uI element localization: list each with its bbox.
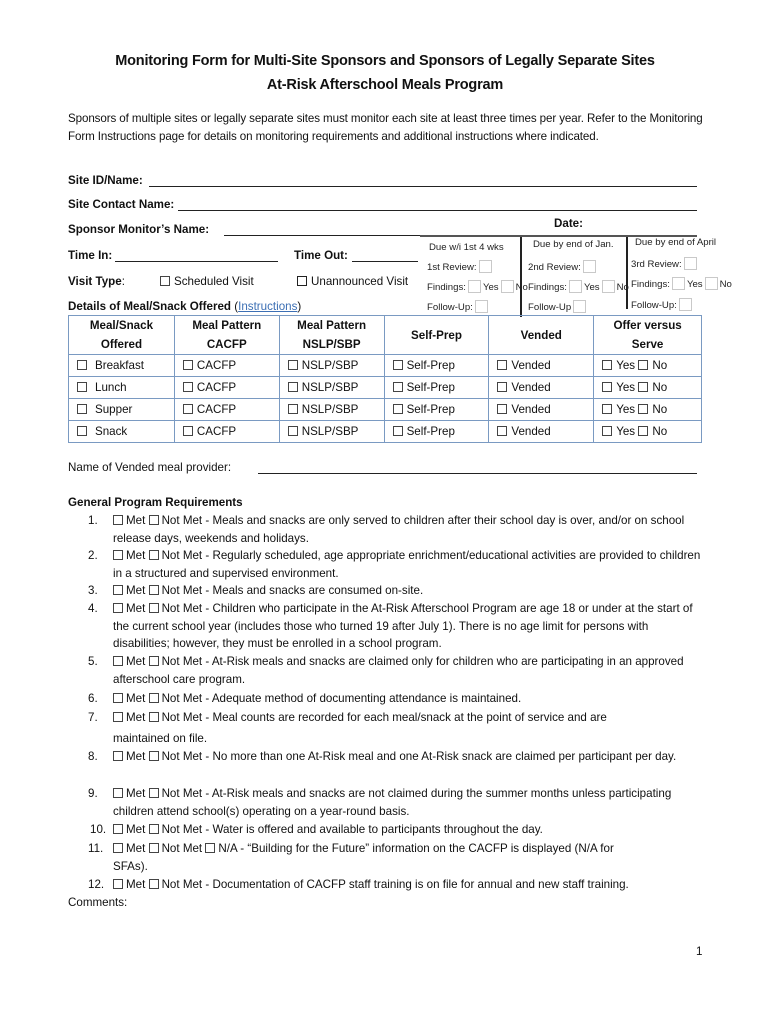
met-checkbox[interactable] bbox=[113, 603, 123, 613]
checkbox-icon bbox=[77, 426, 87, 436]
requirement-item: 8. Met Not Met - No more than one At-Risk meal and one At-Risk snack are claimed per participant per day. bbox=[88, 750, 677, 763]
checkbox-icon bbox=[77, 360, 87, 370]
requirement-item: 4. Met Not Met - Children who participate in the At-Risk Afterschool Program are age 18 or under at the start of the current school year (includes those who turned 19 after July 1). There is no age limit for persons with disabilities; however, they must be enrolled in a school program. bbox=[88, 602, 693, 650]
col-header-meal: Meal/Snack Offered bbox=[69, 316, 175, 355]
cacfp-option[interactable]: CACFP bbox=[174, 355, 279, 377]
review3-no-checkbox[interactable] bbox=[705, 277, 718, 290]
meal-details-table bbox=[68, 315, 702, 443]
checkbox-icon bbox=[638, 382, 648, 392]
vended-option[interactable]: Vended bbox=[489, 399, 594, 421]
site-contact-label: Site Contact Name: bbox=[68, 198, 175, 211]
page-number: 1 bbox=[696, 945, 703, 958]
site-id-label: Site ID/Name: bbox=[68, 174, 143, 187]
requirement-item: 1. Met Not Met - Meals and snacks are only served to children after their school day is over, and/or on school release days, weekends and holidays. bbox=[88, 514, 685, 545]
met-checkbox[interactable] bbox=[113, 712, 123, 722]
col-header-cacfp: Meal Pattern CACFP bbox=[174, 316, 279, 355]
met-checkbox[interactable] bbox=[113, 585, 123, 595]
review3-row: 3rd Review: bbox=[631, 257, 699, 270]
meal-option[interactable]: Breakfast bbox=[69, 355, 175, 377]
table-row bbox=[69, 399, 702, 421]
ovs-option[interactable]: Yes No bbox=[594, 399, 702, 421]
review3-due: Due by end of April bbox=[635, 237, 717, 248]
review-divider bbox=[626, 237, 628, 309]
review3-findings: Findings: Yes No bbox=[631, 279, 732, 290]
details-label: Details of Meal/Snack Offered (Instructions) bbox=[68, 300, 302, 313]
requirement-item: 5. Met Not Met - At-Risk meals and snacks are claimed only for children who are participating in an approved afterschool care program. bbox=[88, 655, 684, 686]
not-met-checkbox[interactable] bbox=[149, 693, 159, 703]
not-met-checkbox[interactable] bbox=[149, 656, 159, 666]
met-checkbox[interactable] bbox=[113, 788, 123, 798]
checkbox-icon bbox=[638, 404, 648, 414]
meal-option[interactable]: Supper bbox=[69, 399, 175, 421]
checkbox-icon bbox=[638, 360, 648, 370]
col-header-vended: Vended bbox=[489, 316, 594, 355]
vended-option[interactable]: Vended bbox=[489, 355, 594, 377]
checkbox-icon bbox=[183, 426, 193, 436]
review1-no-checkbox[interactable] bbox=[501, 280, 514, 293]
met-checkbox[interactable] bbox=[113, 656, 123, 666]
unannounced-visit-option[interactable]: Unannounced Visit bbox=[297, 275, 408, 288]
checkbox-icon bbox=[77, 404, 87, 414]
vended-provider-field[interactable] bbox=[258, 473, 697, 474]
review3-yes-checkbox[interactable] bbox=[672, 277, 685, 290]
visit-type-label: Visit Type: bbox=[68, 275, 125, 288]
scheduled-visit-option[interactable]: Scheduled Visit bbox=[160, 275, 254, 288]
meal-option[interactable]: Lunch bbox=[69, 377, 175, 399]
not-met-checkbox[interactable] bbox=[149, 824, 159, 834]
time-in-label: Time In: bbox=[68, 249, 113, 262]
unannounced-visit-checkbox[interactable] bbox=[297, 276, 307, 286]
requirement-item: 2. Met Not Met - Regularly scheduled, age appropriate enrichment/educational activities are provided to children in a structured and supervised environment. bbox=[88, 549, 701, 580]
met-checkbox[interactable] bbox=[113, 751, 123, 761]
checkbox-icon bbox=[393, 404, 403, 414]
review2-no-checkbox[interactable] bbox=[602, 280, 615, 293]
checkbox-icon bbox=[602, 404, 612, 414]
sponsor-monitor-label: Sponsor Monitor’s Name: bbox=[68, 223, 210, 236]
requirement-item: 10. Met Not Met - Water is offered and available to participants throughout the day. bbox=[90, 823, 543, 836]
checkbox-icon bbox=[602, 360, 612, 370]
table-row bbox=[69, 377, 702, 399]
cacfp-option[interactable]: CACFP bbox=[174, 377, 279, 399]
col-header-self-prep: Self-Prep bbox=[384, 316, 489, 355]
comments-label: Comments: bbox=[68, 896, 128, 909]
self-prep-option[interactable]: Self-Prep bbox=[384, 377, 489, 399]
review2-checkbox[interactable] bbox=[583, 260, 596, 273]
checkbox-icon bbox=[602, 382, 612, 392]
met-checkbox[interactable] bbox=[113, 879, 123, 889]
requirement-item: 11. Met Not Met N/A - “Building for the Future” information on the CACFP is displayed (N/A for SFAs). bbox=[88, 842, 614, 873]
ovs-option[interactable]: Yes No bbox=[594, 421, 702, 443]
checkbox-icon bbox=[183, 404, 193, 414]
checkbox-icon bbox=[497, 382, 507, 392]
program-subtitle: At-Risk Afterschool Meals Program bbox=[266, 77, 504, 93]
review3-followup: Follow-Up: bbox=[631, 298, 694, 311]
nslp-option[interactable]: NSLP/SBP bbox=[279, 399, 384, 421]
checkbox-icon bbox=[393, 426, 403, 436]
review2-followup-checkbox[interactable] bbox=[573, 300, 586, 313]
not-met-checkbox[interactable] bbox=[149, 751, 159, 761]
vended-provider-label: Name of Vended meal provider: bbox=[68, 461, 232, 474]
review1-due: Due w/i 1st 4 wks bbox=[429, 242, 504, 253]
time-in-field[interactable] bbox=[115, 261, 278, 262]
not-met-checkbox[interactable] bbox=[149, 550, 159, 560]
checkbox-icon bbox=[602, 426, 612, 436]
vended-option[interactable]: Vended bbox=[489, 421, 594, 443]
ovs-option[interactable]: Yes No bbox=[594, 377, 702, 399]
review2-yes-checkbox[interactable] bbox=[569, 280, 582, 293]
checkbox-icon bbox=[497, 404, 507, 414]
not-met-checkbox[interactable] bbox=[149, 712, 159, 722]
review2-findings: Findings: Yes No bbox=[528, 282, 629, 293]
review1-checkbox[interactable] bbox=[479, 260, 492, 273]
checkbox-icon bbox=[393, 360, 403, 370]
requirement-item: 9. Met Not Met - At-Risk meals and snacks are not claimed during the summer months unless participating children attend school(s) operating on a year-round basis. bbox=[88, 787, 672, 818]
checkbox-icon bbox=[393, 382, 403, 392]
review3-followup-checkbox[interactable] bbox=[679, 298, 692, 311]
checkbox-icon bbox=[497, 360, 507, 370]
table-header-row bbox=[69, 316, 702, 355]
vended-option[interactable]: Vended bbox=[489, 377, 594, 399]
checkbox-icon bbox=[288, 426, 298, 436]
review1-findings: Findings: Yes No bbox=[427, 282, 528, 293]
review1-followup: Follow-Up: bbox=[427, 300, 490, 313]
not-met-checkbox[interactable] bbox=[149, 879, 159, 889]
intro-paragraph: Sponsors of multiple sites or legally separate sites must monitor each site at least three times per year. Refer to the Monitoring Form Instructions page for details on monitoring requirements and additional instructions where indicated. bbox=[68, 112, 703, 143]
requirements-heading: General Program Requirements bbox=[68, 496, 243, 509]
requirement-item: 12. Met Not Met - Documentation of CACFP staff training is on file for annual and new staff training. bbox=[88, 878, 629, 891]
requirement-item: 3. Met Not Met - Meals and snacks are consumed on-site. bbox=[88, 584, 424, 597]
nslp-option[interactable]: NSLP/SBP bbox=[279, 355, 384, 377]
nslp-option[interactable]: NSLP/SBP bbox=[279, 421, 384, 443]
col-header-nslp: Meal Pattern NSLP/SBP bbox=[279, 316, 384, 355]
requirement-item: 6. Met Not Met - Adequate method of documenting attendance is maintained. bbox=[88, 692, 522, 705]
review2-followup: Follow-Up bbox=[528, 300, 588, 313]
not-met-checkbox[interactable] bbox=[149, 843, 159, 853]
date-label: Date: bbox=[554, 217, 583, 230]
checkbox-icon bbox=[497, 426, 507, 436]
met-checkbox[interactable] bbox=[113, 843, 123, 853]
ovs-option[interactable]: Yes No bbox=[594, 355, 702, 377]
self-prep-option[interactable]: Self-Prep bbox=[384, 399, 489, 421]
nslp-option[interactable]: NSLP/SBP bbox=[279, 377, 384, 399]
na-checkbox[interactable] bbox=[205, 843, 215, 853]
self-prep-option[interactable]: Self-Prep bbox=[384, 421, 489, 443]
review1-yes-checkbox[interactable] bbox=[468, 280, 481, 293]
not-met-checkbox[interactable] bbox=[149, 788, 159, 798]
met-checkbox[interactable] bbox=[113, 693, 123, 703]
table-row bbox=[69, 355, 702, 377]
review1-row: 1st Review: bbox=[427, 260, 494, 273]
review3-checkbox[interactable] bbox=[684, 257, 697, 270]
not-met-checkbox[interactable] bbox=[149, 515, 159, 525]
checkbox-icon bbox=[638, 426, 648, 436]
checkbox-icon bbox=[183, 360, 193, 370]
met-checkbox[interactable] bbox=[113, 550, 123, 560]
requirement-item: 7. Met Not Met - Meal counts are recorded for each meal/snack at the point of service and are maintained on file. bbox=[88, 711, 607, 745]
review1-followup-checkbox[interactable] bbox=[475, 300, 488, 313]
met-checkbox[interactable] bbox=[113, 515, 123, 525]
met-checkbox[interactable] bbox=[113, 824, 123, 834]
time-out-label: Time Out: bbox=[294, 249, 348, 262]
not-met-checkbox[interactable] bbox=[149, 603, 159, 613]
self-prep-option[interactable]: Self-Prep bbox=[384, 355, 489, 377]
meal-option[interactable]: Snack bbox=[69, 421, 175, 443]
site-id-field[interactable] bbox=[149, 186, 697, 187]
checkbox-icon bbox=[288, 404, 298, 414]
instructions-link[interactable]: Instructions bbox=[238, 300, 298, 313]
review2-due: Due by end of Jan. bbox=[533, 239, 614, 250]
cacfp-option[interactable]: CACFP bbox=[174, 421, 279, 443]
table-row bbox=[69, 421, 702, 443]
checkbox-icon bbox=[288, 360, 298, 370]
col-header-ovs: Offer versus Serve bbox=[594, 316, 702, 355]
checkbox-icon bbox=[183, 382, 193, 392]
checkbox-icon bbox=[288, 382, 298, 392]
review2-row: 2nd Review: bbox=[528, 260, 598, 273]
checkbox-icon bbox=[77, 382, 87, 392]
time-out-field[interactable] bbox=[352, 261, 418, 262]
review-divider bbox=[520, 237, 522, 317]
form-title: Monitoring Form for Multi-Site Sponsors and Sponsors of Legally Separate Sites bbox=[115, 53, 655, 69]
not-met-checkbox[interactable] bbox=[149, 585, 159, 595]
site-contact-field[interactable] bbox=[178, 210, 697, 211]
scheduled-visit-checkbox[interactable] bbox=[160, 276, 170, 286]
cacfp-option[interactable]: CACFP bbox=[174, 399, 279, 421]
